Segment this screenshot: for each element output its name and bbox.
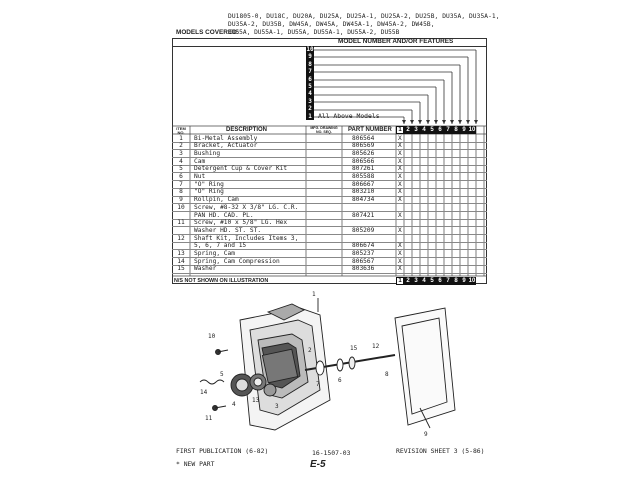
col-description-header: DESCRIPTION	[226, 127, 268, 133]
o-ring	[316, 361, 324, 375]
doc-number: 16-1507-03	[312, 449, 351, 457]
part-number: 806564	[352, 134, 375, 142]
callout-13: 13	[252, 397, 260, 404]
column-number: 6	[436, 277, 444, 285]
callout-15: 15	[350, 345, 358, 352]
column-number: 8	[452, 277, 460, 285]
first-publication: FIRST PUBLICATION (6-82)	[176, 447, 269, 455]
callout-10: 10	[208, 333, 216, 340]
callout-3: 3	[275, 403, 279, 410]
item-number: 1	[179, 134, 183, 142]
column-number: 4	[420, 126, 428, 134]
part-number: 806566	[352, 157, 375, 165]
model-1-mark: X	[398, 165, 402, 173]
models-line-1: DU1805-0, DU18C, DU20A, DU25A, DU25A-1, DU25A-2, DU25B, DU35A, DU35A-1,	[228, 13, 500, 20]
column-number: 7	[444, 277, 452, 285]
item-number: 3	[179, 149, 183, 157]
feature-4: 4	[308, 90, 312, 98]
column-number: 5	[428, 277, 436, 285]
part-number: 807421	[352, 211, 375, 219]
column-number: 9	[460, 126, 468, 134]
part-number: 805626	[352, 149, 375, 157]
item-description: Washer HD. ST. ST.	[194, 226, 262, 234]
item-number: 8	[179, 188, 183, 196]
model-1-mark: X	[398, 188, 402, 196]
models-line-2: DU35A-2, DU35B, DW45A, DW45A, DW45A-1, DW45A-2, DW45B,	[228, 21, 435, 29]
callout-12: 12	[372, 343, 380, 350]
model-matrix-title: MODEL NUMBER AND/OR FEATURES	[338, 38, 454, 45]
part-number: 804734	[352, 196, 375, 204]
model-1-mark: X	[398, 149, 402, 157]
model-1-mark: X	[398, 265, 402, 273]
column-number: 7	[444, 126, 452, 134]
item-description: Bi-Metal Assembly	[194, 134, 258, 142]
part-number: 805209	[352, 226, 375, 234]
feature-8: 8	[308, 60, 312, 68]
item-description: Spring, Cam	[194, 250, 235, 257]
item-number: 11	[177, 219, 185, 227]
model-1-mark: X	[398, 142, 402, 150]
callout-7: 7	[316, 381, 320, 388]
item-description: Screw, #10 x 5/8" LG. Hex	[194, 219, 288, 227]
feature-5: 5	[308, 83, 312, 91]
column-number: 5	[428, 126, 436, 134]
item-description: PAN HD. CAD. PL.	[194, 211, 254, 219]
item-number: 4	[179, 157, 183, 165]
part-number: 807261	[352, 165, 375, 173]
column-number: 1	[396, 126, 404, 134]
item-number: 13	[177, 250, 185, 257]
callout-9: 9	[424, 431, 428, 438]
item-description: Detergent Cup & Cover Kit	[194, 165, 288, 173]
feature-1: 1	[308, 112, 312, 120]
model-1-mark: X	[398, 242, 402, 250]
col-part-header: PART NUMBER	[348, 127, 392, 133]
models-line-3: DU55A, DU55A-1, DU55A, DU55A-1, DU55A-2, DU55B	[228, 29, 400, 36]
col-mfg-header: MFG. DRAWING NO. SEQ.	[310, 126, 338, 134]
callout-1: 1	[312, 291, 316, 298]
column-number: 3	[412, 126, 420, 134]
model-1-mark: X	[398, 157, 402, 165]
col-item-header: ITEM NO.	[176, 126, 186, 135]
item-number: 12	[177, 234, 185, 242]
item-number: 10	[177, 203, 185, 211]
feature-6: 6	[308, 75, 312, 83]
item-description: Bracket, Actuator	[194, 142, 258, 150]
column-number: 6	[436, 126, 444, 134]
column-number: 2	[404, 126, 412, 134]
exploded-view-illustration	[180, 290, 480, 440]
model-1-mark: X	[398, 250, 402, 257]
feature-3: 3	[308, 97, 312, 105]
callout-14: 14	[200, 389, 208, 396]
page-id: E-5	[310, 459, 326, 470]
part-number: 806567	[352, 257, 375, 265]
item-description: Bushing	[194, 149, 221, 157]
callout-5: 5	[220, 371, 224, 378]
model-1-mark: X	[398, 226, 402, 234]
column-number: 1	[396, 277, 404, 285]
model-1-mark: X	[398, 211, 402, 219]
feature-9: 9	[308, 53, 312, 61]
item-number: 15	[177, 265, 185, 273]
feature-1-text: All Above Models	[318, 112, 380, 120]
models-covered-label: MODELS COVERED:	[176, 29, 239, 36]
column-number: 4	[420, 277, 428, 285]
item-number: 5	[179, 165, 183, 173]
column-number: 3	[412, 277, 420, 285]
callout-8: 8	[385, 371, 389, 378]
cup-cover	[262, 349, 297, 383]
item-description: Screw, #8-32 X 3/8" LG. C.R.	[194, 203, 299, 211]
model-1-mark: X	[398, 180, 402, 188]
part-number: 806674	[352, 242, 375, 250]
column-number: 10	[468, 127, 476, 133]
cam-compression-spring	[200, 380, 224, 384]
washer	[337, 359, 343, 371]
part-number: 806569	[352, 142, 375, 150]
item-description: Spring, Cam Compression	[194, 257, 280, 265]
item-description: Cam	[194, 157, 206, 165]
part-number: 805237	[352, 250, 375, 257]
model-1-mark: X	[398, 257, 402, 265]
bushing	[264, 384, 276, 396]
item-description: Rollpin, Cam	[194, 196, 239, 204]
part-number: 806667	[352, 180, 375, 188]
new-part-note: * NEW PART	[176, 460, 215, 468]
item-description: Nut	[194, 173, 206, 180]
item-description: "O" Ring	[194, 180, 224, 188]
feature-7: 7	[308, 68, 312, 76]
part-number: 803210	[352, 188, 375, 196]
item-description: 5, 6, 7 and 15	[194, 242, 247, 250]
item-number: 14	[177, 257, 185, 265]
column-number: 10	[468, 278, 476, 284]
item-number: 9	[179, 196, 183, 204]
column-number: 9	[460, 277, 468, 285]
model-1-mark: X	[398, 134, 402, 142]
item-number: 2	[179, 142, 183, 150]
feature-10: 10	[306, 46, 314, 53]
item-number: 6	[179, 173, 183, 180]
revision-sheet: REVISION SHEET 3 (5-86)	[396, 447, 485, 455]
item-description: "O" Ring	[194, 188, 224, 196]
table-row	[172, 265, 487, 274]
model-1-mark: X	[398, 196, 402, 204]
item-description: Washer	[194, 265, 217, 273]
callout-6: 6	[338, 377, 342, 384]
part-number: 805588	[352, 173, 375, 180]
item-number: 7	[179, 180, 183, 188]
part-number: 803636	[352, 265, 375, 273]
ns-note: N/S NOT SHOWN ON ILLUSTRATION	[174, 278, 269, 284]
column-number: 8	[452, 126, 460, 134]
callout-11: 11	[205, 415, 213, 422]
callout-2: 2	[308, 347, 312, 354]
model-1-mark: X	[398, 173, 402, 180]
feature-2: 2	[308, 105, 312, 113]
item-description: Shaft Kit, Includes Items 3,	[194, 234, 299, 242]
callout-4: 4	[232, 401, 236, 408]
column-number: 2	[404, 277, 412, 285]
